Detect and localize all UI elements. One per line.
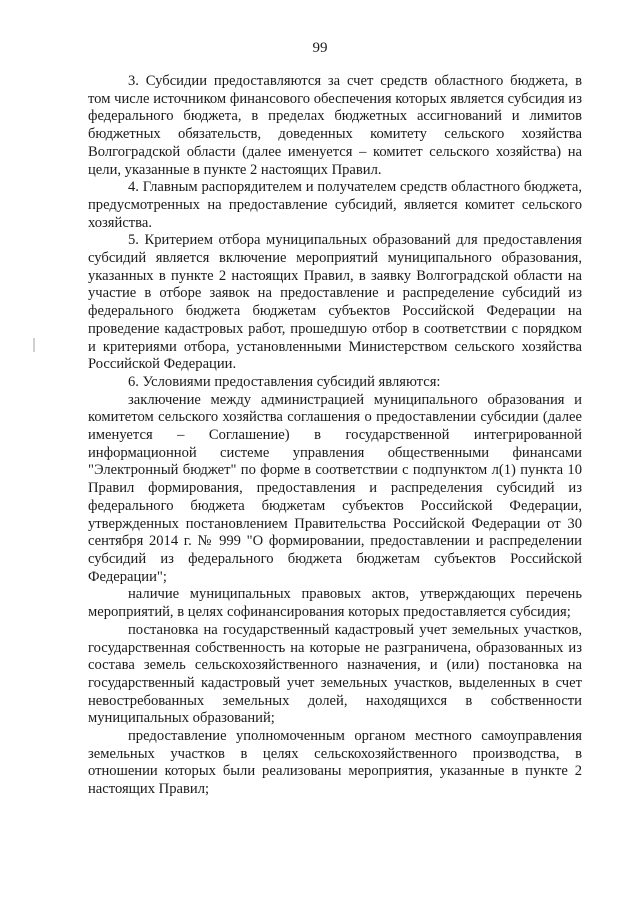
paragraph-4: 4. Главным распорядителем и получателем средств областного бюджета, предусмотренных на предоставление субсидий, является комитет сельского хозяйства.	[88, 179, 582, 231]
page-number: 99	[312, 40, 328, 56]
condition-agreement: заключение между администрацией муниципального образования и комитетом сельского хозяйства соглашения о предоставлении субсидии (далее именуется – Соглашение) в государственной интегрированной информационной системе управления общественными финансами "Электронный бюджет" по форме в соответствии с подпунктом л(1) пункта 10 Правил формирования, предоставления и распределения субсидий из федерального бюджета бюджетам субъектов Российской Федерации, утвержденных постановлением Правительства Российской Федерации от 30 сентября 2014 г. № 999 "О формировании, предоставлении и распределении субсидий из федерального бюджета бюджетам субъектов Российской Федерации";	[88, 391, 582, 585]
condition-land-provision: предоставление уполномоченным органом местного самоуправления земельных участков в целях сельскохозяйственного производства, в отношении которых были реализованы мероприятия, указанные в пункте 2 настоящих Правил;	[88, 728, 582, 798]
paragraph-5: 5. Критерием отбора муниципальных образований для предоставления субсидий является включение мероприятий муниципального образования, указанных в пункте 2 настоящих Правил, в заявку Волгоградской области на участие в отборе заявок на предоставление и распределение субсидий из федерального бюджета бюджетам субъектов Российской Федерации на проведение кадастровых работ, прошедшую отбор в соответствии с порядком и критериями отбора, установленными Министерством сельского хозяйства Российской Федерации.	[88, 232, 582, 373]
scan-edge-mark	[33, 338, 35, 352]
document-body	[88, 73, 582, 799]
paragraph-3: 3. Субсидии предоставляются за счет средств областного бюджета, в том числе источником финансового обеспечения которых является субсидия из федерального бюджета, в пределах бюджетных ассигнований и лимитов бюджетных обязательств, доведенных комитету сельского хозяйства Волгоградской области (далее именуется – комитет сельского хозяйства) на цели, указанные в пункте 2 настоящих Правил.	[88, 73, 582, 178]
condition-cadastral-registration: постановка на государственный кадастровый учет земельных участков, государственная собственность на которые не разграничена, образованных из состава земель сельскохозяйственного назначения, и (или) постановка на государственный кадастровый учет земельных участков, выделенных в счет невостребованных земельных долей, находящихся в собственности муниципальных образований;	[88, 621, 582, 727]
paragraph-6: 6. Условиями предоставления субсидий являются:	[128, 373, 441, 390]
condition-legal-acts: наличие муниципальных правовых актов, утверждающих перечень мероприятий, в целях софинансирования которых предоставляется субсидия;	[88, 586, 582, 621]
